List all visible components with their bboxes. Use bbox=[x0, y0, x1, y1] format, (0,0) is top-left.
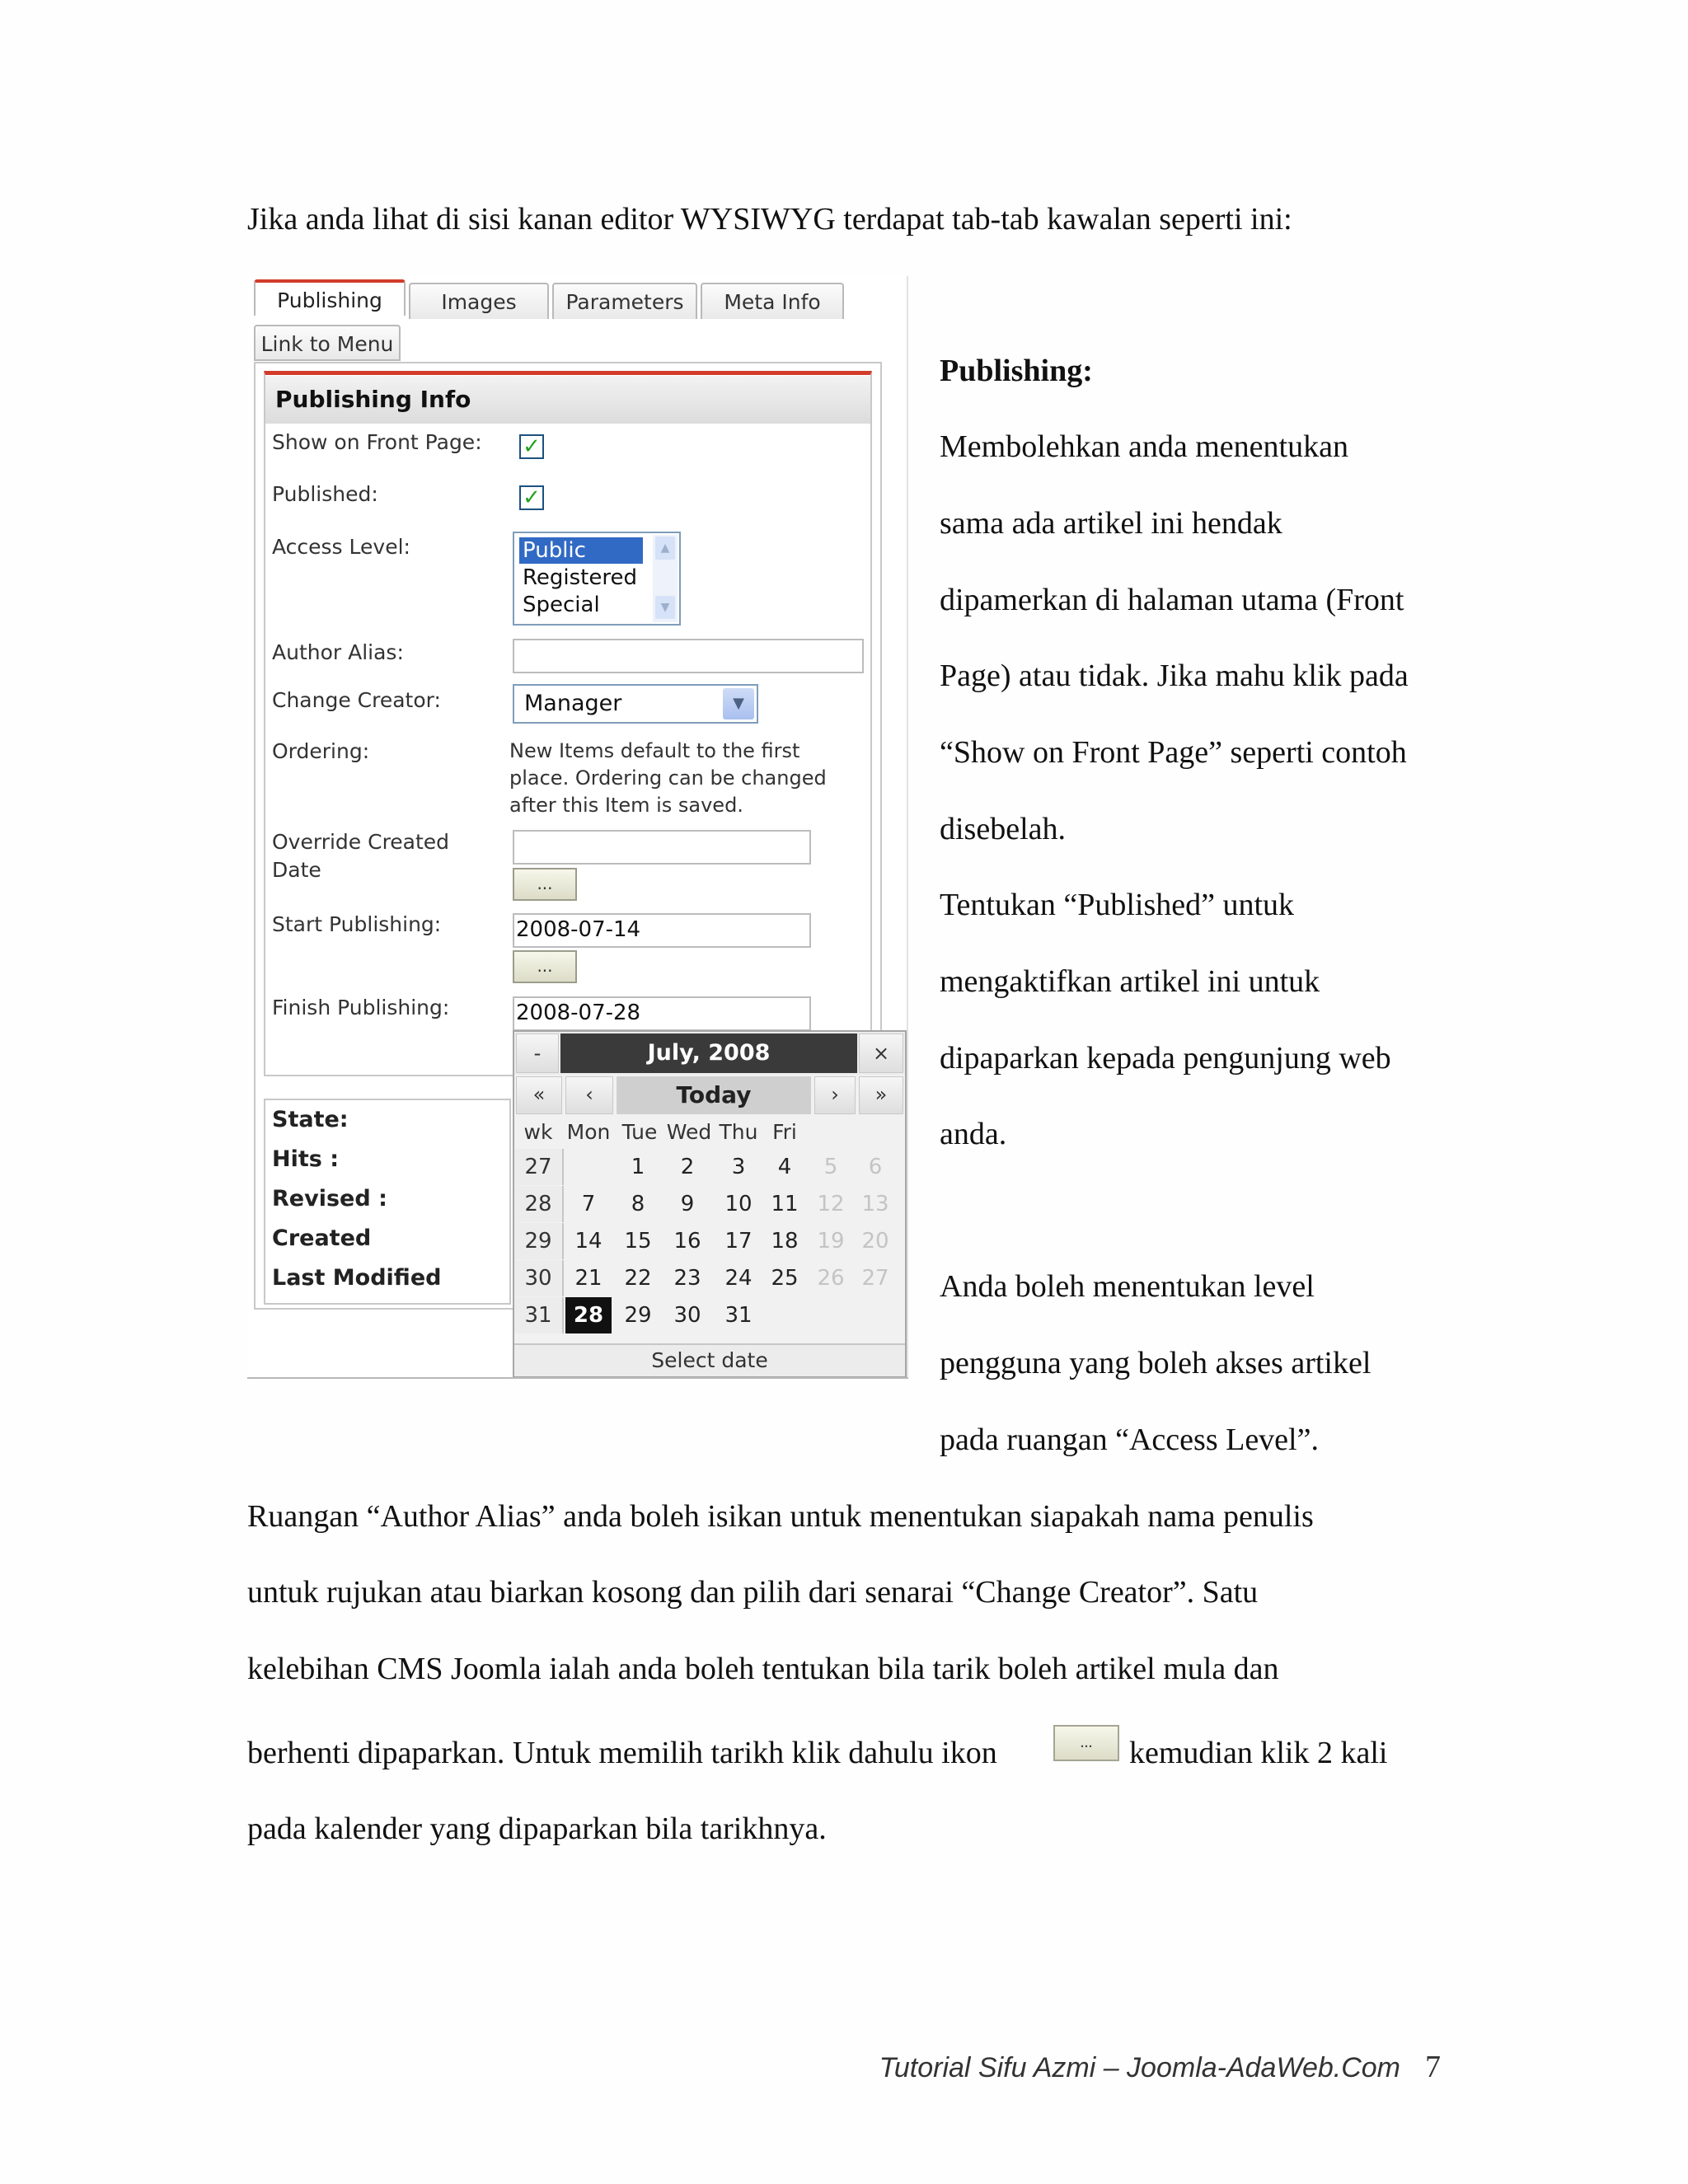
side-line: “Show on Front Page” seperti contoh bbox=[940, 735, 1407, 770]
tab-link-to-menu[interactable]: Link to Menu bbox=[254, 325, 401, 361]
body-line: pada kalender yang dipaparkan bila tarikhnya. bbox=[247, 1811, 827, 1846]
calendar-day[interactable]: 1 bbox=[631, 1155, 645, 1179]
calendar-minus-button[interactable]: - bbox=[516, 1033, 559, 1073]
ordering-note bbox=[509, 738, 827, 819]
calendar-day[interactable]: 12 bbox=[817, 1192, 845, 1216]
change-creator-select[interactable] bbox=[513, 684, 758, 724]
week-number: 29 bbox=[514, 1223, 564, 1259]
ordering-note-line: after this Item is saved. bbox=[509, 794, 743, 817]
show-front-label: Show on Front Page: bbox=[272, 430, 482, 454]
author-alias-input[interactable] bbox=[513, 639, 864, 673]
creator-value: Manager bbox=[524, 691, 622, 716]
created-label: Created bbox=[272, 1226, 372, 1251]
checkmark-icon: ✓ bbox=[523, 434, 541, 459]
footer-text: Tutorial Sifu Azmi – Joomla-AdaWeb.Com bbox=[879, 2052, 1400, 2083]
tab-images[interactable]: Images bbox=[409, 283, 549, 319]
side-line: mengaktifkan artikel ini untuk bbox=[940, 964, 1320, 999]
calendar-close-button[interactable]: × bbox=[859, 1033, 903, 1073]
calendar-day[interactable]: 16 bbox=[673, 1229, 701, 1254]
tab-publishing[interactable]: Publishing bbox=[254, 279, 406, 316]
calendar-day[interactable]: 17 bbox=[724, 1229, 753, 1254]
calendar-day[interactable]: 31 bbox=[724, 1303, 753, 1328]
weekday-header: wk bbox=[523, 1120, 553, 1144]
calendar-popup bbox=[513, 1030, 907, 1377]
calendar-day[interactable]: 26 bbox=[817, 1266, 845, 1291]
calendar-day[interactable]: 20 bbox=[861, 1229, 889, 1254]
week-number: 28 bbox=[514, 1186, 564, 1222]
calendar-day[interactable]: 28 bbox=[565, 1297, 612, 1333]
calendar-day[interactable]: 19 bbox=[817, 1229, 845, 1254]
finish-publishing-input[interactable]: 2008-07-28 bbox=[513, 996, 811, 1031]
finish-publishing-label: Finish Publishing: bbox=[272, 996, 450, 1019]
access-option[interactable]: Special bbox=[523, 593, 600, 617]
override-label-line: Override Created bbox=[272, 830, 450, 854]
author-alias-label: Author Alias: bbox=[272, 640, 404, 664]
override-label-line: Date bbox=[272, 858, 321, 882]
ordering-note-line: New Items default to the first bbox=[509, 739, 800, 762]
body-line: kelebihan CMS Joomla ialah anda boleh tentukan bila tarik boleh artikel mula dan bbox=[247, 1652, 1279, 1686]
calendar-day[interactable]: 5 bbox=[823, 1155, 838, 1179]
calendar-day[interactable]: 27 bbox=[861, 1266, 889, 1291]
side-line: sama ada artikel ini hendak bbox=[940, 506, 1282, 541]
calendar-day[interactable]: 24 bbox=[724, 1266, 753, 1291]
calendar-day[interactable]: 25 bbox=[771, 1266, 799, 1291]
side-line: Membolehkan anda menentukan bbox=[940, 429, 1348, 464]
calendar-day[interactable]: 3 bbox=[731, 1155, 746, 1179]
access-option[interactable]: Public bbox=[519, 537, 643, 564]
today-button[interactable]: Today bbox=[617, 1076, 811, 1114]
side-line: dipaparkan kepada pengunjung web bbox=[940, 1041, 1391, 1076]
side-line: Page) atau tidak. Jika mahu klik pada bbox=[940, 658, 1409, 693]
override-date-button[interactable]: ... bbox=[513, 868, 577, 901]
calendar-day[interactable]: 8 bbox=[631, 1192, 645, 1216]
ordering-note-line: place. Ordering can be changed bbox=[509, 766, 827, 790]
calendar-day[interactable]: 30 bbox=[673, 1303, 701, 1328]
calendar-day[interactable]: 29 bbox=[624, 1303, 652, 1328]
next-year-button[interactable]: » bbox=[859, 1076, 903, 1114]
prev-month-button[interactable]: ‹ bbox=[565, 1076, 613, 1114]
published-checkbox[interactable] bbox=[519, 485, 544, 510]
side-line: Anda boleh menentukan level bbox=[940, 1269, 1315, 1304]
calendar-day[interactable]: 9 bbox=[680, 1192, 695, 1216]
published-label: Published: bbox=[272, 482, 378, 506]
calendar-day[interactable]: 13 bbox=[861, 1192, 889, 1216]
side-line: Tentukan “Published” untuk bbox=[940, 888, 1295, 922]
page-number: 7 bbox=[1425, 2050, 1441, 2084]
checkmark-icon: ✓ bbox=[523, 485, 541, 510]
calendar-footer: Select date bbox=[514, 1343, 905, 1376]
weekday-header: Wed bbox=[666, 1120, 712, 1144]
body-line: untuk rujukan atau biarkan kosong dan pilih dari senarai “Change Creator”. Satu bbox=[247, 1575, 1259, 1610]
calendar-day[interactable]: 14 bbox=[574, 1229, 603, 1254]
calendar-day[interactable]: 21 bbox=[574, 1266, 603, 1291]
calendar-day[interactable]: 15 bbox=[624, 1229, 652, 1254]
last-modified-label: Last Modified bbox=[272, 1265, 442, 1291]
prev-year-button[interactable]: « bbox=[516, 1076, 562, 1114]
next-month-button[interactable]: › bbox=[814, 1076, 856, 1114]
body-line: Ruangan “Author Alias” anda boleh isikan untuk menentukan siapakah nama penulis bbox=[247, 1499, 1314, 1534]
access-level-label: Access Level: bbox=[272, 535, 410, 559]
body-line: berhenti dipaparkan. Untuk memilih tarikh klik dahulu ikon bbox=[247, 1736, 997, 1770]
side-line: disebelah. bbox=[940, 812, 1067, 846]
change-creator-label: Change Creator: bbox=[272, 688, 441, 712]
section-heading: Publishing: bbox=[940, 354, 1093, 388]
weekday-header: Thu bbox=[719, 1120, 758, 1144]
ordering-label: Ordering: bbox=[272, 739, 370, 763]
calendar-day[interactable]: 11 bbox=[771, 1192, 799, 1216]
override-created-label bbox=[272, 828, 449, 884]
calendar-month-title[interactable]: July, 2008 bbox=[560, 1033, 857, 1073]
side-line: anda. bbox=[940, 1117, 1007, 1151]
week-number: 30 bbox=[514, 1260, 564, 1296]
revised-label: Revised : bbox=[272, 1186, 387, 1212]
state-label: State: bbox=[272, 1107, 349, 1132]
start-publishing-input[interactable]: 2008-07-14 bbox=[513, 913, 811, 948]
intro-text: Jika anda lihat di sisi kanan editor WYSIWYG terdapat tab-tab kawalan seperti ini: bbox=[247, 202, 1292, 237]
calendar-day[interactable]: 4 bbox=[777, 1155, 792, 1179]
show-front-checkbox[interactable] bbox=[519, 434, 544, 459]
date-picker-icon: ... bbox=[1053, 1725, 1119, 1761]
publishing-screenshot bbox=[247, 276, 908, 1379]
tab-parameters[interactable]: Parameters bbox=[552, 283, 697, 319]
calendar-day[interactable]: 23 bbox=[673, 1266, 701, 1291]
tab-meta-info[interactable]: Meta Info bbox=[701, 283, 844, 319]
access-level-listbox[interactable] bbox=[513, 532, 681, 626]
start-publishing-label: Start Publishing: bbox=[272, 912, 442, 936]
body-line: kemudian klik 2 kali bbox=[1129, 1736, 1388, 1770]
weekday-header: Fri bbox=[772, 1120, 797, 1144]
divider bbox=[907, 276, 908, 1379]
side-line: pengguna yang boleh akses artikel bbox=[940, 1346, 1372, 1380]
side-line: dipamerkan di halaman utama (Front bbox=[940, 583, 1404, 617]
calendar-day[interactable]: 10 bbox=[724, 1192, 753, 1216]
override-date-input[interactable] bbox=[513, 830, 811, 865]
start-date-button[interactable]: ... bbox=[513, 950, 577, 983]
calendar-day[interactable]: 22 bbox=[624, 1266, 652, 1291]
panel-title: Publishing Info bbox=[265, 376, 870, 424]
calendar-day[interactable]: 7 bbox=[581, 1192, 596, 1216]
weekday-header: Mon bbox=[566, 1120, 611, 1144]
calendar-day[interactable]: 2 bbox=[680, 1155, 695, 1179]
access-option[interactable]: Registered bbox=[523, 565, 637, 590]
page-footer bbox=[879, 2049, 1441, 2085]
chevron-up-icon[interactable]: ▲ bbox=[655, 537, 675, 560]
listbox-scrollbar[interactable] bbox=[653, 535, 678, 622]
weekday-header: Tue bbox=[621, 1120, 658, 1144]
chevron-down-icon[interactable]: ▼ bbox=[655, 596, 675, 619]
chevron-down-icon[interactable]: ▼ bbox=[723, 688, 754, 719]
week-number: 31 bbox=[514, 1297, 564, 1333]
hits-label: Hits : bbox=[272, 1146, 340, 1172]
calendar-day[interactable]: 18 bbox=[771, 1229, 799, 1254]
side-line: pada ruangan “Access Level”. bbox=[940, 1422, 1319, 1457]
week-number: 27 bbox=[514, 1149, 564, 1185]
calendar-day[interactable]: 6 bbox=[868, 1155, 883, 1179]
divider bbox=[247, 1377, 908, 1379]
